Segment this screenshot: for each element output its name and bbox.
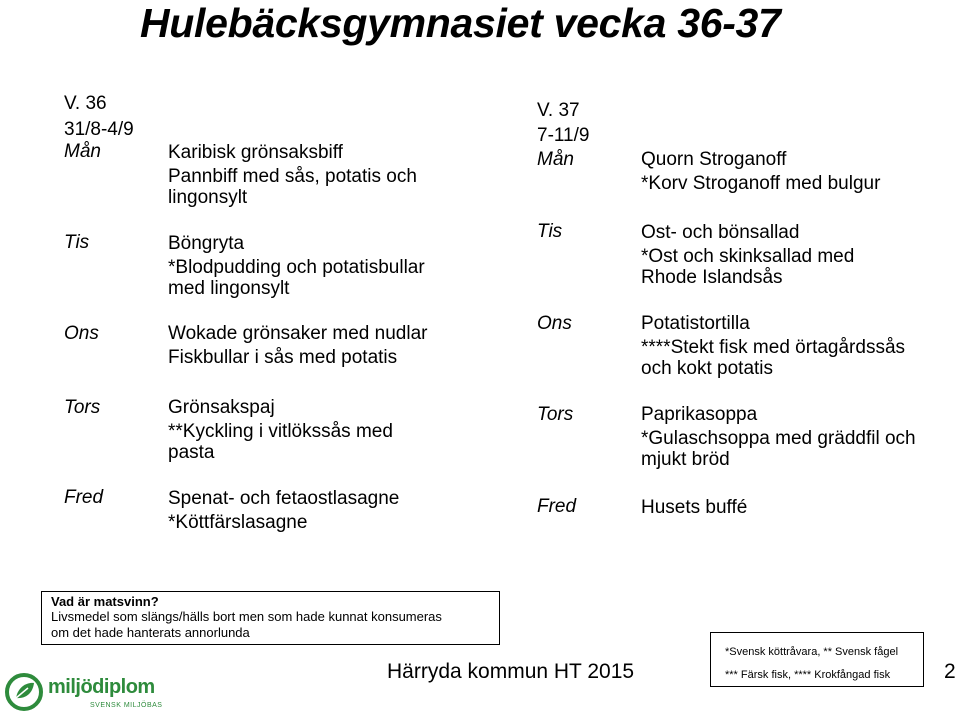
w36-day-thu: Tors (64, 397, 101, 418)
food-waste-question: Vad är matsvinn? (51, 594, 159, 609)
dish-line: Pannbiff med sås, potatis och (168, 166, 417, 187)
dish-line: Fiskbullar i sås med potatis (168, 347, 398, 368)
legend-box (710, 632, 924, 687)
w37-day-fri: Fred (537, 496, 577, 517)
w36-day-mon: Mån (64, 141, 101, 162)
dish-line: pasta (168, 442, 215, 463)
dish-line: *Köttfärslasagne (168, 512, 308, 533)
dish-line: Husets buffé (641, 497, 748, 518)
dish-line: *Blodpudding och potatisbullar (168, 257, 425, 278)
dish-line: ****Stekt fisk med örtagårdssås (641, 337, 906, 358)
w37-wed-dish (641, 313, 905, 379)
food-waste-answer-line1: Livsmedel som slängs/hälls bort men som hade kunnat konsumeras (51, 609, 442, 624)
miljodiplom-leaf-icon (4, 672, 44, 712)
w37-day-wed: Ons (537, 313, 572, 334)
page-title: Hulebäcksgymnasiet vecka 36-37 (140, 0, 781, 46)
food-waste-info-box (41, 591, 500, 645)
w36-day-fri: Fred (64, 487, 104, 508)
w37-fri-dish (641, 497, 747, 518)
dish-line: **Kyckling i vitlökssås med (168, 421, 393, 442)
dish-line: Paprikasoppa (641, 404, 758, 425)
dish-line: och kokt potatis (641, 358, 774, 379)
page-number: 2 (944, 660, 956, 683)
miljodiplom-logo (4, 672, 174, 714)
week37-label: V. 37 (537, 100, 580, 121)
dish-line: Wokade grönsaker med nudlar (168, 323, 428, 344)
week36-label: V. 36 (64, 93, 107, 114)
w36-tue-dish (168, 233, 425, 299)
dish-line: Karibisk grönsaksbiff (168, 142, 343, 163)
dish-line: med lingonsylt (168, 278, 290, 299)
w37-day-mon: Mån (537, 149, 574, 170)
dish-line: *Gulaschsoppa med gräddfil och (641, 428, 916, 449)
w36-mon-dish (168, 142, 417, 208)
dish-line: lingonsylt (168, 187, 248, 208)
dish-line: Spenat- och fetaostlasagne (168, 488, 400, 509)
dish-line: Potatistortilla (641, 313, 750, 334)
w37-tue-dish (641, 222, 854, 288)
week37-dates: 7-11/9 (537, 125, 590, 146)
dish-line: *Korv Stroganoff med bulgur (641, 173, 881, 194)
dish-line: Böngryta (168, 233, 245, 254)
footer-text: Härryda kommun HT 2015 (387, 660, 635, 683)
dish-line: Rhode Islandsås (641, 267, 783, 288)
w37-thu-dish (641, 404, 916, 470)
w37-mon-dish (641, 149, 880, 194)
w37-day-thu: Tors (537, 404, 574, 425)
w36-day-wed: Ons (64, 323, 99, 344)
w37-day-tue: Tis (537, 221, 563, 242)
dish-line: Ost- och bönsallad (641, 222, 800, 243)
dish-line: *Ost och skinksallad med (641, 246, 855, 267)
logo-brand: miljödiplom (48, 676, 155, 698)
legend-line2: *** Färsk fisk, **** Krokfångad fisk (725, 669, 891, 681)
dish-line: mjukt bröd (641, 449, 730, 470)
legend-line1: *Svensk köttråvara, ** Svensk fågel (725, 646, 899, 658)
food-waste-answer-line2: om det hade hanterats annorlunda (51, 625, 250, 640)
logo-tagline: SVENSK MILJÖBAS (90, 702, 163, 709)
w36-day-tue: Tis (64, 232, 90, 253)
dish-line: Quorn Stroganoff (641, 149, 787, 170)
week36-dates: 31/8-4/9 (64, 119, 134, 140)
w36-wed-dish (168, 323, 427, 368)
dish-line: Grönsakspaj (168, 397, 275, 418)
w36-thu-dish (168, 397, 393, 463)
w36-fri-dish (168, 488, 399, 533)
